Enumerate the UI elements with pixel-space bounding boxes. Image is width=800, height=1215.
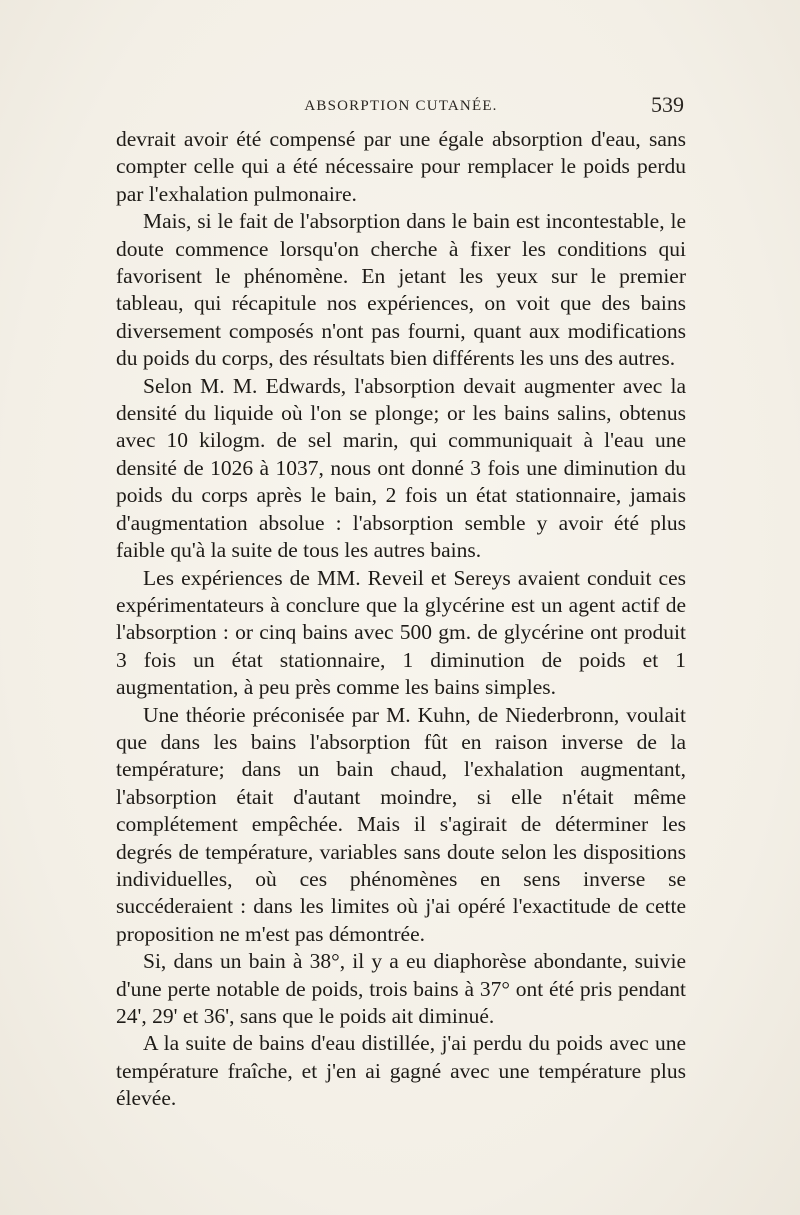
paragraph-edwards: Selon M. M. Edwards, l'absorption devait augmenter avec la densité du liquide où l'on se plonge; or les bains salins, obtenus avec 10 kilogm. de sel marin, qui communiquait à l'eau une densité de 1026 à 1037, nous ont donné 3 fois une diminution du poids du corps après le bain, 2 fois un état stationnaire, jamais d'augmentation absolue : l'absorption semble y avoir été plus faible qu'à la suite de tous les autres bains.: [116, 373, 686, 563]
page-number: 539: [651, 92, 684, 117]
paragraph-kuhn-theory: Une théorie préconisée par M. Kuhn, de Niederbronn, voulait que dans les bains l'absorption fût en raison inverse de la température; dans un bain chaud, l'exhalation augmentant, l'absorption était d'autant moindre, si elle n'était même complétement empêchée. Mais il s'agirait de déterminer les degrés de température, variables sans doute selon les dispositions individuelles, où ces phénomènes en sens inverse se succéderaient : dans les limites où j'ai opéré l'exactitude de cette proposition ne m'est pas démontrée.: [116, 702, 686, 946]
page-header: [118, 92, 684, 122]
paragraph-continuation: devrait avoir été compensé par une égale absorption d'eau, sans compter celle qui a été nécessaire pour remplacer le poids perdu par l'exhalation pulmonaire.: [116, 127, 686, 206]
body-text: [116, 126, 686, 1113]
paragraph-bath-temperature: Si, dans un bain à 38°, il y a eu diaphorèse abondante, suivie d'une perte notable de poids, trois bains à 37° ont été pris pendant 24', 29' et 36', sans que le poids ait diminué.: [116, 949, 686, 1028]
paragraph-distilled-water: A la suite de bains d'eau distillée, j'ai perdu du poids avec une température fraîche, et j'en ai gagné avec une température plus élevée.: [116, 1031, 686, 1111]
paragraph-absorption-conditions: Mais, si le fait de l'absorption dans le bain est incontestable, le doute commence lorsqu'on cherche à fixer les conditions qui favorisent le phénomène. En jetant les yeux sur le premier tableau, qui récapitule nos expériences, on voit que des bains diversement composés n'ont pas fourni, quant aux modifications du poids du corps, des résultats bien différents les uns des autres.: [116, 209, 686, 371]
paragraph-reveil-sereys: Les expériences de MM. Reveil et Sereys avaient conduit ces expérimentateurs à conclure que la glycérine est un agent actif de l'absorption : or cinq bains avec 500 gm. de glycérine ont produit 3 fois un état stationnaire, 1 diminution de poids et 1 augmentation, à peu près comme les bains simples.: [116, 565, 686, 700]
running-head: ABSORPTION CUTANÉE.: [304, 98, 498, 114]
